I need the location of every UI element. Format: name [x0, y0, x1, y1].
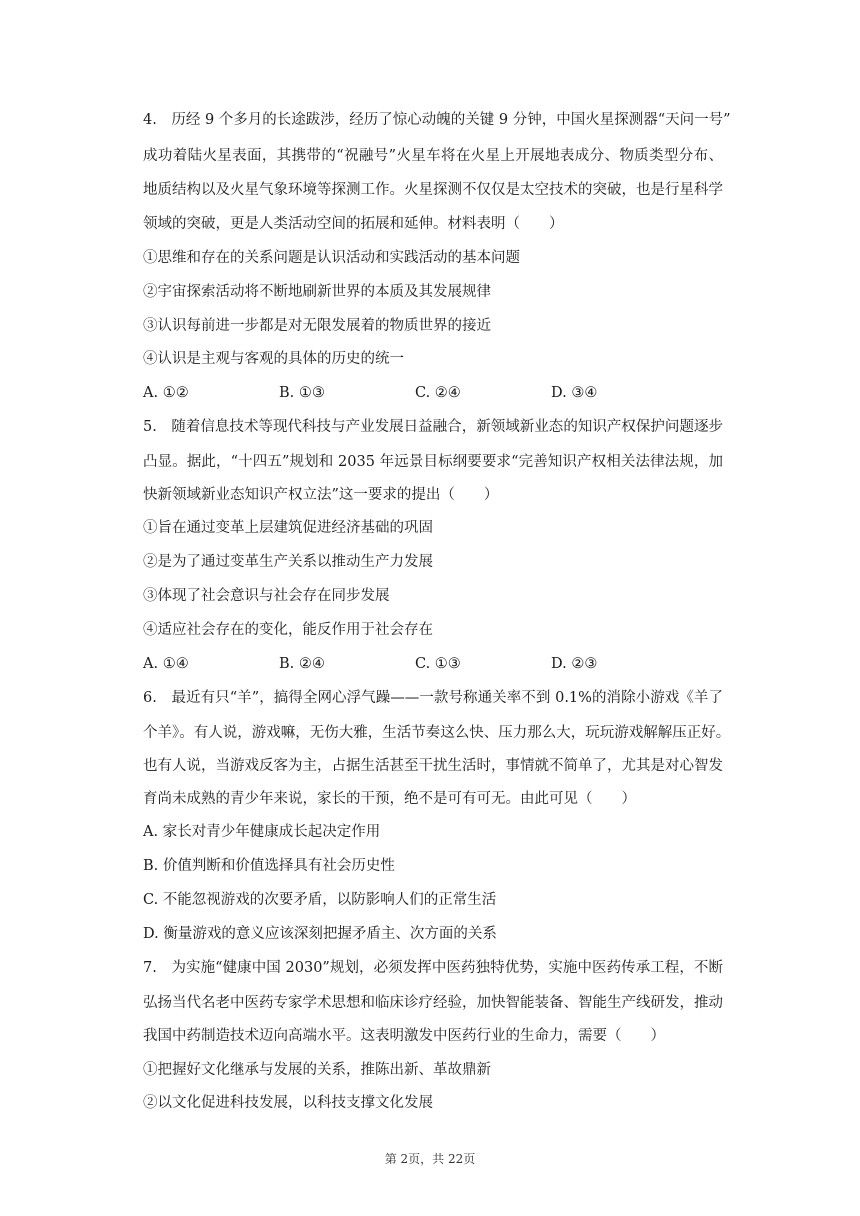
q6-choice-a: A. 家长对青少年健康成长起决定作用	[143, 824, 381, 840]
q7-stem-line-2: 弘扬当代名老中医药专家学术思想和临床诊疗经验，加快智能装备、智能生产线研发，推动	[143, 995, 723, 1011]
q5-option-b: B. ②④	[279, 656, 325, 672]
q5-option-c: C. ①③	[415, 656, 461, 672]
q5-option-a: A. ①④	[143, 656, 189, 672]
q6-stem-line-4: 育尚未成熟的青少年来说，家长的干预，绝不是可有可无。由此可见（ ）	[143, 791, 636, 807]
q4-option-b: B. ①③	[279, 385, 325, 401]
q7-stem-line-3: 我国中药制造技术迈向高端水平。这表明激发中医药行业的生命力，需要（ ）	[143, 1028, 665, 1044]
q5-stem-line-3: 快新领域新业态知识产权立法”这一要求的提出（ ）	[143, 487, 499, 503]
q6-choice-d: D. 衡量游戏的意义应该深刻把握矛盾主、次方面的关系	[143, 926, 497, 942]
q4-stem-line-1: 4. 历经 9 个多月的长途跋涉，经历了惊心动魄的关键 9 分钟，中国火星探测器“天问一号”	[143, 112, 731, 128]
q5-item-1: ①旨在通过变革上层建筑促进经济基础的巩固	[143, 520, 433, 536]
q5-option-d: D. ②③	[551, 656, 598, 672]
q4-option-c: C. ②④	[415, 385, 461, 401]
q6-stem-line-1: 6. 最近有只“羊”，搞得全网心浮气躁——一款号称通关率不到 0.1%的消除小游戏《羊了	[143, 690, 723, 706]
q4-stem-line-4: 领域的突破，更是人类活动空间的拓展和延伸。材料表明（ ）	[143, 216, 564, 232]
q4-stem-line-2: 成功着陆火星表面，其携带的“祝融号”火星车将在火星上开展地表成分、物质类型分布、	[143, 148, 723, 164]
q5-item-3: ③体现了社会意识与社会存在同步发展	[143, 588, 390, 604]
q5-stem-line-2: 凸显。据此，“十四五”规划和 2035 年远景目标纲要要求“完善知识产权相关法律法规，加	[143, 454, 723, 470]
q5-item-2: ②是为了通过变革生产关系以推动生产力发展	[143, 554, 433, 570]
q4-option-a: A. ①②	[143, 385, 189, 401]
q4-stem-line-3: 地质结构以及火星气象环境等探测工作。火星探测不仅仅是太空技术的突破，也是行星科学	[143, 182, 723, 198]
q4-item-2: ②宇宙探索活动将不断地刷新世界的本质及其发展规律	[143, 284, 491, 300]
page-footer: 第 2页，共 22页	[384, 1152, 476, 1166]
q5-stem-line-1: 5. 随着信息技术等现代科技与产业发展日益融合，新领域新业态的知识产权保护问题逐步	[143, 419, 723, 435]
q6-choice-c: C. 不能忽视游戏的次要矛盾，以防影响人们的正常生活	[143, 892, 497, 908]
q6-stem-line-2: 个羊》。有人说，游戏嘛，无伤大雅，生活节奏这么快、压力那么大，玩玩游戏解解压正好。	[143, 725, 731, 741]
q4-option-d: D. ③④	[551, 385, 598, 401]
q4-item-1: ①思维和存在的关系问题是认识活动和实践活动的基本问题	[143, 250, 520, 266]
q7-stem-line-1: 7. 为实施“健康中国 2030”规划，必须发挥中医药独特优势，实施中医药传承工程，不断	[143, 960, 723, 976]
q7-item-1: ①把握好文化继承与发展的关系，推陈出新、革故鼎新	[143, 1062, 491, 1078]
q4-item-3: ③认识每前进一步都是对无限发展着的物质世界的接近	[143, 318, 491, 334]
q7-item-2: ②以文化促进科技发展，以科技支撑文化发展	[143, 1095, 433, 1111]
q6-choice-b: B. 价值判断和价值选择具有社会历史性	[143, 858, 395, 874]
q4-options	[143, 383, 723, 403]
q5-options	[143, 654, 723, 674]
q4-item-4: ④认识是主观与客观的具体的历史的统一	[143, 351, 404, 367]
q5-item-4: ④适应社会存在的变化，能反作用于社会存在	[143, 622, 433, 638]
q6-stem-line-3: 也有人说，当游戏反客为主，占据生活甚至干扰生活时，事情就不简单了，尤其是对心智发	[143, 758, 723, 774]
